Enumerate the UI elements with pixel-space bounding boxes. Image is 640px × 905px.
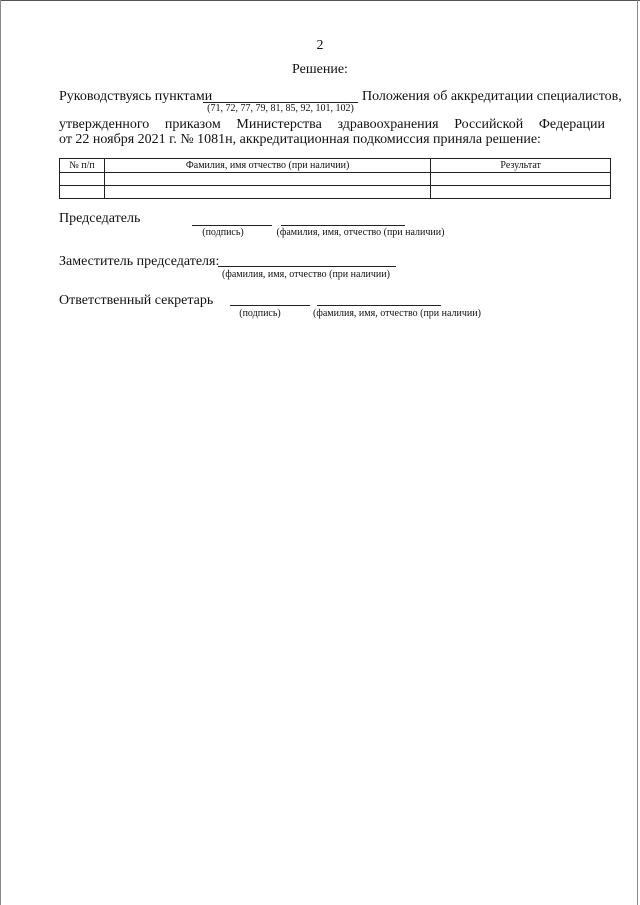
document-title: Решение:: [292, 62, 348, 77]
paragraph-line1-right: Положения об аккредитации специалистов,: [362, 89, 622, 104]
line2-word: Министерства: [236, 117, 322, 132]
table-row: [60, 173, 611, 186]
chair-sign-caption: (подпись): [202, 227, 244, 238]
line2-word: утвержденного: [59, 117, 150, 132]
paragraph-line1-left: Руководствуясь пунктами: [59, 89, 213, 104]
table-cell: [431, 173, 611, 186]
table-cell: [104, 173, 430, 186]
line2-word: Федерации: [538, 117, 605, 132]
secretary-name-caption: (фамилия, имя, отчество (при наличии): [313, 308, 481, 319]
table-cell: [60, 186, 105, 199]
deputy-name-line: [218, 266, 396, 267]
table-row: [60, 186, 611, 199]
paragraph-line2: [59, 117, 605, 133]
secretary-signature-line: [230, 305, 310, 306]
page-border-right: [637, 0, 638, 905]
page-border-top: [0, 0, 640, 1]
table-cell: [104, 186, 430, 199]
page-number: 2: [316, 38, 324, 53]
page-border-left: [0, 0, 1, 905]
chair-name-line: [281, 225, 405, 226]
line2-word: здравоохранения: [337, 117, 439, 132]
header-name: Фамилия, имя отчество (при наличии): [104, 159, 430, 173]
chair-label: Председатель: [59, 211, 141, 226]
secretary-label: Ответственный секретарь: [59, 293, 214, 308]
chair-signature-line: [192, 225, 272, 226]
secretary-name-line: [317, 305, 441, 306]
line2-word: Российской: [454, 117, 524, 132]
paragraph-line3: от 22 ноября 2021 г. № 1081н, аккредитационная подкомиссия приняла решение:: [59, 132, 541, 147]
deputy-name-caption: (фамилия, имя, отчество (при наличии): [222, 269, 390, 280]
line2-word: приказом: [164, 117, 221, 132]
header-number: № п/п: [60, 159, 105, 173]
table-cell: [431, 186, 611, 199]
deputy-label: Заместитель председателя:: [59, 254, 220, 269]
chair-name-caption: (фамилия, имя, отчество (при наличии): [276, 227, 445, 238]
results-table: [59, 158, 611, 199]
table-cell: [60, 173, 105, 186]
header-result: Результат: [431, 159, 611, 173]
points-caption: (71, 72, 77, 79, 81, 85, 92, 101, 102): [207, 103, 354, 114]
table-header-row: [60, 159, 611, 173]
secretary-sign-caption: (подпись): [239, 308, 281, 319]
